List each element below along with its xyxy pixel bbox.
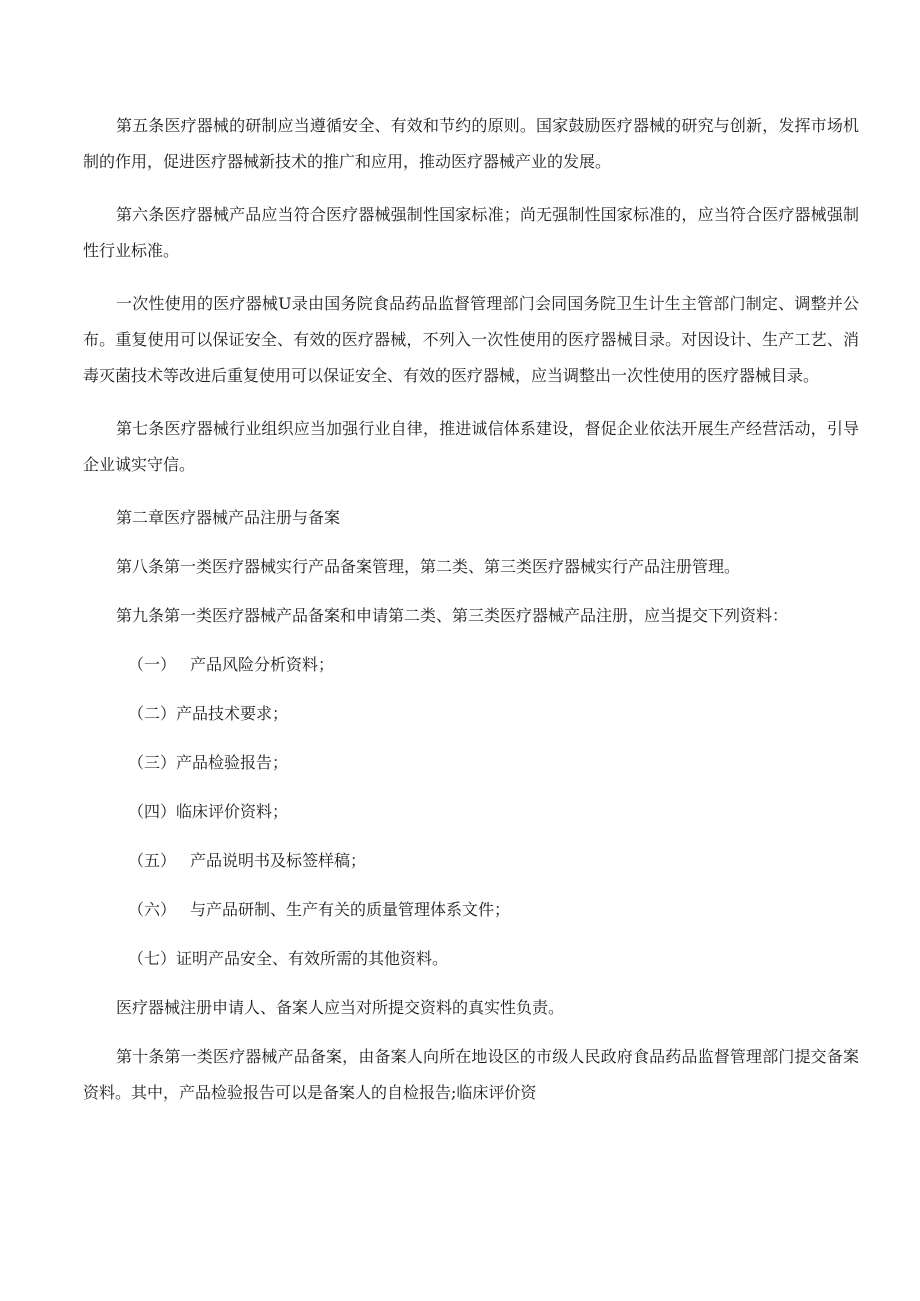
applicant-responsibility-paragraph: 医疗器械注册申请人、备案人应当对所提交资料的真实性负责。 bbox=[116, 998, 565, 1017]
list-item-number: （五） bbox=[128, 851, 177, 870]
list-item-text: 产品说明书及标签样稿； bbox=[190, 851, 367, 870]
list-item bbox=[83, 843, 859, 879]
article-5-paragraph: 第五条医疗器械的研制应当遵循安全、有效和节约的原则。国家鼓励医疗器械的研究与创新，发挥市场机制的作用，促进医疗器械新技术的推广和应用，推动医疗器械产业的发展。 bbox=[83, 116, 859, 171]
article-9-paragraph: 第九条第一类医疗器械产品备案和申请第二类、第三类医疗器械产品注册，应当提交下列资料： bbox=[116, 606, 789, 625]
list-item-number: （一） bbox=[128, 655, 177, 674]
document-body bbox=[83, 108, 859, 1128]
article-7-paragraph: 第七条医疗器械行业组织应当加强行业自律，推进诚信体系建设，督促企业依法开展生产经营活动，引导企业诚实守信。 bbox=[83, 419, 859, 474]
list-item bbox=[83, 647, 859, 683]
disposable-device-catalog-paragraph: 一次性使用的医疗器械U录由国务院食品药品监督管理部门会同国务院卫生计生主管部门制定、调整并公布。重复使用可以保证安全、有效的医疗器械，不列入一次性使用的医疗器械目录。对因设计、生产工艺、消毒灭菌技术等改进后重复使用可以保证安全、有效的医疗器械，应当调整出一次性使用的医疗器械目录。 bbox=[83, 294, 859, 385]
list-item-number: （四） bbox=[128, 802, 177, 821]
list-item-text: 证明产品安全、有效所需的其他资料。 bbox=[176, 949, 449, 968]
list-item-text: 与产品研制、生产有关的质量管理体系文件； bbox=[190, 900, 511, 919]
list-item-number: （二） bbox=[128, 704, 177, 723]
list-item-number: （三） bbox=[128, 753, 177, 772]
list-item-text: 产品风险分析资料； bbox=[190, 655, 335, 674]
chapter-2-heading: 第二章医疗器械产品注册与备案 bbox=[116, 508, 341, 527]
article-10-paragraph: 第十条第一类医疗器械产品备案，由备案人向所在地设区的市级人民政府食品药品监督管理部门提交备案资料。其中，产品检验报告可以是备案人的自检报告;临床评价资 bbox=[83, 1047, 859, 1102]
list-item-text: 临床评价资料； bbox=[176, 802, 289, 821]
list-item bbox=[83, 941, 859, 977]
list-item-text: 产品技术要求； bbox=[176, 704, 289, 723]
article-6-paragraph: 第六条医疗器械产品应当符合医疗器械强制性国家标准；尚无强制性国家标准的，应当符合医疗器械强制性行业标准。 bbox=[83, 205, 859, 260]
list-item bbox=[83, 794, 859, 830]
list-item-text: 产品检验报告； bbox=[176, 753, 289, 772]
list-item bbox=[83, 696, 859, 732]
list-item bbox=[83, 745, 859, 781]
article-8-paragraph: 第八条第一类医疗器械实行产品备案管理，第二类、第三类医疗器械实行产品注册管理。 bbox=[116, 557, 741, 576]
list-item-number: （七） bbox=[128, 949, 177, 968]
list-item-number: （六） bbox=[128, 900, 177, 919]
list-item bbox=[83, 892, 859, 928]
